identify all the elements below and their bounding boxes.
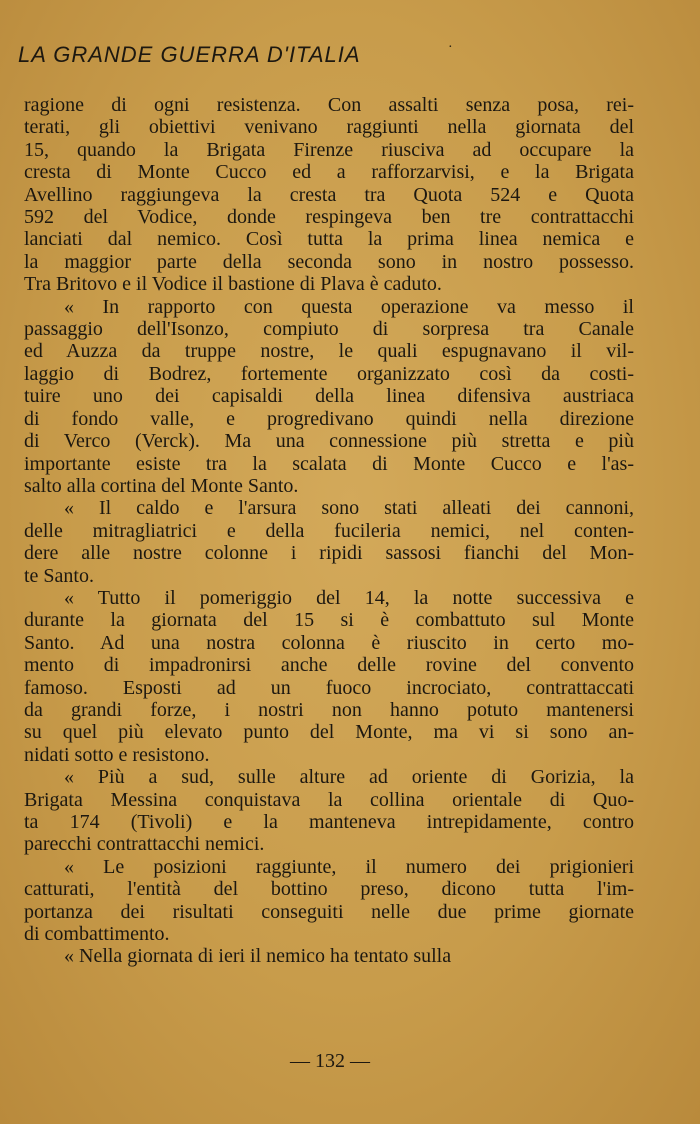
text-line: famoso. Esposti ad un fuoco incrociato, contrattaccati: [24, 676, 634, 699]
text-line: ta 174 (Tivoli) e la manteneva intrepidamente, contro: [24, 811, 634, 833]
text-line: « Nella giornata di ieri il nemico ha tentato sulla: [64, 945, 452, 968]
paragraph: [24, 497, 634, 587]
text-line: portanza dei risultati conseguiti nelle due prime giornate: [24, 900, 634, 923]
text-line: « Le posizioni raggiunte, il numero dei prigionieri: [64, 855, 634, 878]
page-number: — 132 —: [290, 1050, 370, 1072]
text-line: « Il caldo e l'arsura sono stati alleati dei cannoni,: [64, 497, 634, 520]
paragraph: [24, 856, 634, 946]
text-line: parecchi contrattacchi nemici.: [24, 833, 265, 856]
text-line: Brigata Messina conquistava la collina orientale di Quo-: [24, 788, 634, 811]
text-line: mento di impadronirsi anche delle rovine del convento: [24, 654, 634, 677]
text-line: dere alle nostre colonne i ripidi sassosi fianchi del Mon-: [24, 542, 634, 565]
text-line: « In rapporto con questa operazione va messo il: [64, 295, 634, 318]
text-line: passaggio dell'Isonzo, compiuto di sorpresa tra Canale: [24, 318, 634, 341]
text-line: cresta di Monte Cucco ed a rafforzarvisi, e la Brigata: [24, 161, 634, 184]
page-body: [24, 94, 634, 968]
running-header: LA GRANDE GUERRA D'ITALIA: [18, 42, 361, 67]
text-line: terati, gli obiettivi venivano raggiunti nella giornata del: [24, 116, 634, 139]
text-line: catturati, l'entità del bottino preso, dicono tutta l'im-: [24, 878, 634, 901]
text-line: di combattimento.: [24, 923, 170, 946]
text-line: di fondo valle, e progredivano quindi nella direzione: [24, 407, 634, 430]
paragraph: [24, 945, 634, 967]
text-line: Tra Britovo e il Vodice il bastione di Plava è caduto.: [24, 273, 442, 296]
text-line: di Verco (Verck). Ma una connessione più stretta e più: [24, 430, 634, 453]
text-line: 15, quando la Brigata Firenze riusciva ad occupare la: [24, 138, 634, 161]
text-line: ed Auzza da truppe nostre, le quali espugnavano il vil-: [24, 340, 634, 363]
text-line: Avellino raggiungeva la cresta tra Quota 524 e Quota: [24, 183, 634, 206]
text-line: salto alla cortina del Monte Santo.: [24, 474, 299, 497]
text-line: delle mitragliatrici e della fucileria nemici, nel conten-: [24, 519, 634, 542]
text-line: la maggior parte della seconda sono in nostro possesso.: [24, 250, 634, 273]
text-line: laggio di Bodrez, fortemente organizzato così da costi-: [24, 362, 634, 385]
text-line: su quel più elevato punto del Monte, ma vi si sono an-: [24, 721, 634, 744]
paragraph: [24, 296, 634, 498]
text-line: da grandi forze, i nostri non hanno potuto mantenersi: [24, 698, 634, 721]
text-line: Santo. Ad una nostra colonna è riuscito in certo mo-: [24, 631, 634, 654]
paragraph: [24, 587, 634, 766]
header-ornament: ·: [448, 40, 453, 55]
text-line: lanciati dal nemico. Così tutta la prima linea nemica e: [24, 228, 634, 251]
text-line: nidati sotto e resistono.: [24, 743, 210, 766]
text-line: tuire uno dei capisaldi della linea difensiva austriaca: [24, 385, 634, 408]
text-line: ragione di ogni resistenza. Con assalti senza posa, rei-: [24, 94, 634, 116]
text-line: te Santo.: [24, 564, 94, 587]
text-line: « Più a sud, sulle alture ad oriente di Gorizia, la: [64, 766, 634, 789]
text-line: durante la giornata del 15 si è combattuto sul Monte: [24, 609, 634, 632]
paragraph: [24, 94, 634, 296]
paragraph: [24, 766, 634, 856]
text-line: 592 del Vodice, donde respingeva ben tre contrattacchi: [24, 206, 634, 229]
text-line: importante esiste tra la scalata di Monte Cucco e l'as-: [24, 452, 634, 475]
text-line: « Tutto il pomeriggio del 14, la notte successiva e: [64, 586, 634, 609]
